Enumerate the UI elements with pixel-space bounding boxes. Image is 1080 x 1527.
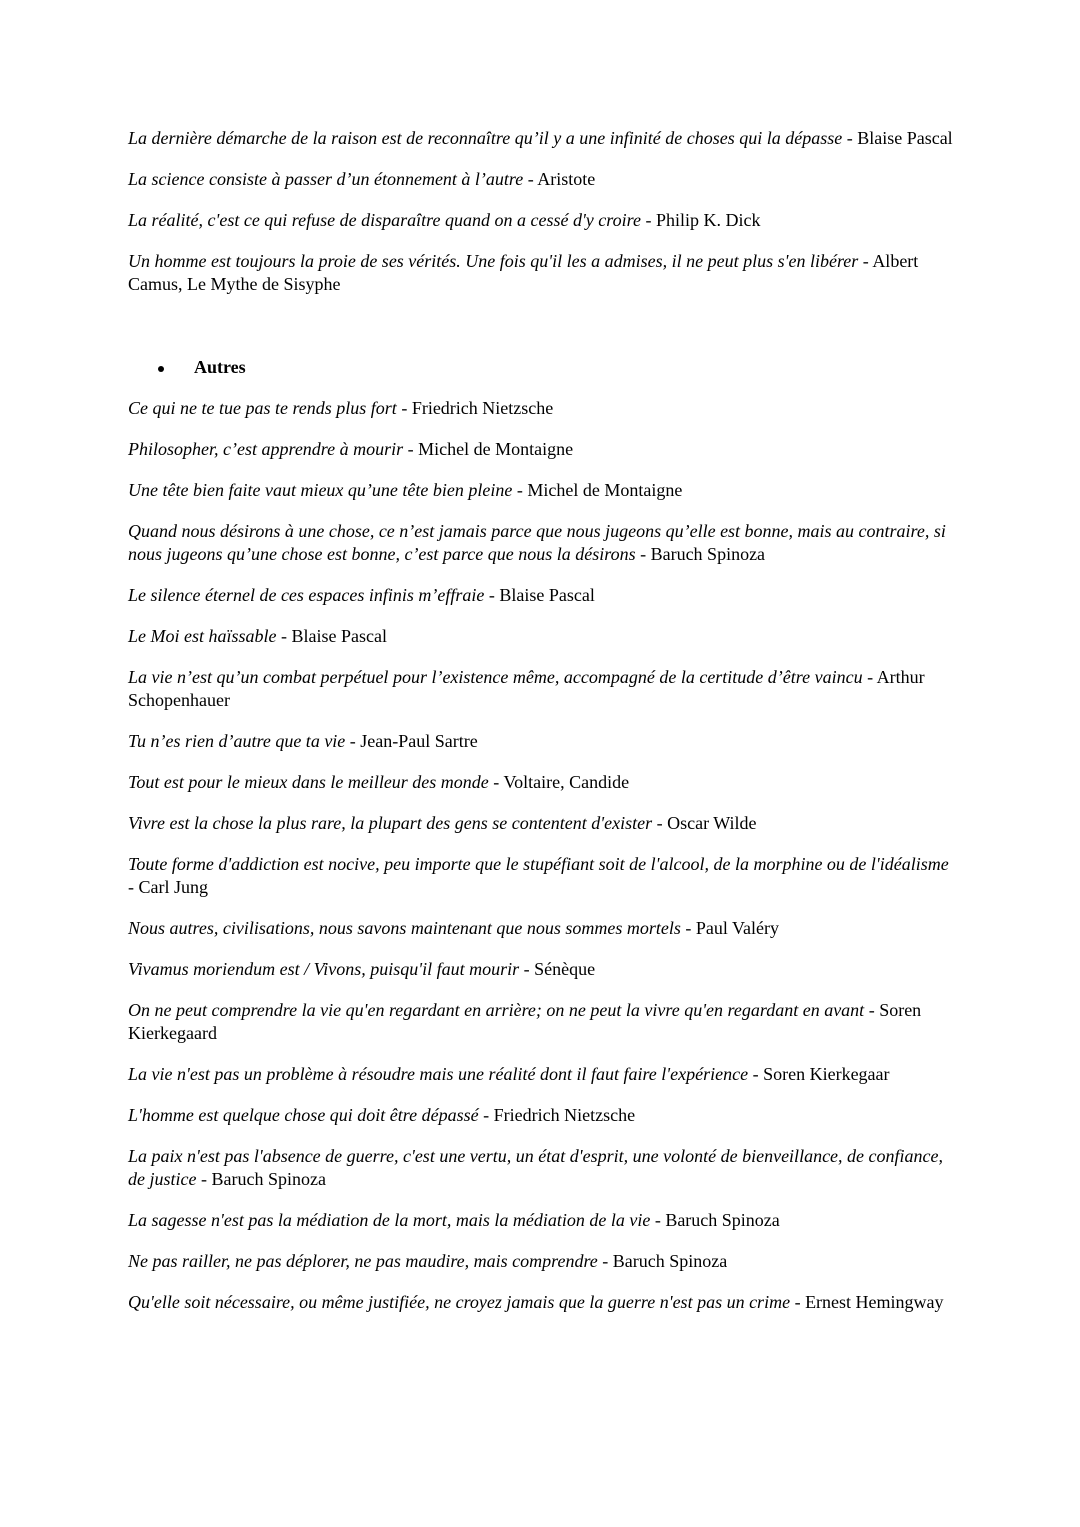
quote-author: Aristote [537, 169, 596, 189]
quote-text: Le Moi est haïssable [128, 626, 277, 646]
quote-text: Une tête bien faite vaut mieux qu’une tête bien pleine [128, 480, 513, 500]
section-heading [128, 356, 958, 379]
quote-item: La paix n'est pas l'absence de guerre, c'est une vertu, un état d'esprit, une volonté de bienveillance, de confiance, de justice - Baruch Spinoza [128, 1146, 944, 1189]
quote-item: Tu n’es rien d’autre que ta vie - Jean-Paul Sartre [128, 731, 478, 751]
quote-text: La sagesse n'est pas la médiation de la mort, mais la médiation de la vie [128, 1210, 651, 1230]
quote-author: Blaise Pascal [291, 626, 387, 646]
quote-author: Sénèque [534, 959, 596, 979]
quote-item: Vivamus moriendum est / Vivons, puisqu'il faut mourir - Sénèque [128, 959, 596, 979]
quote-item: Quand nous désirons à une chose, ce n’est jamais parce que nous jugeons qu’elle est bonne, mais au contraire, si nous jugeons qu’une chose est bonne, c’est parce que nous la désirons - Baruch Spinoza [128, 521, 946, 564]
quote-item: Une tête bien faite vaut mieux qu’une tête bien pleine - Michel de Montaigne [128, 480, 683, 500]
quote-text: Vivre est la chose la plus rare, la plupart des gens se contentent d'exister [128, 813, 653, 833]
quote-author: Blaise Pascal [857, 128, 953, 148]
quote-author: Baruch Spinoza [650, 544, 766, 564]
quote-author: Paul Valéry [695, 918, 779, 938]
document-page [128, 127, 958, 1332]
quote-item: Vivre est la chose la plus rare, la plupart des gens se contentent d'exister - Oscar Wilde [128, 813, 757, 833]
quote-author: Blaise Pascal [499, 585, 595, 605]
quote-author: Albert Camus, Le Mythe de Sisyphe [128, 251, 919, 294]
quote-text: Ce qui ne te tue pas te rends plus fort [128, 398, 397, 418]
quote-text: Vivamus moriendum est / Vivons, puisqu'il faut mourir [128, 959, 520, 979]
quote-text: Toute forme d'addiction est nocive, peu importe que le stupéfiant soit de l'alcool, de la morphine ou de l'idéalisme [128, 854, 949, 874]
quote-text: Tout est pour le mieux dans le meilleur des monde [128, 772, 489, 792]
quote-text: On ne peut comprendre la vie qu'en regardant en arrière; on ne peut la vivre qu'en regardant en avant [128, 1000, 865, 1020]
quote-item: L'homme est quelque chose qui doit être dépassé - Friedrich Nietzsche [128, 1105, 636, 1125]
quote-author: Oscar Wilde [667, 813, 757, 833]
quote-text: La science consiste à passer d’un étonnement à l’autre [128, 169, 524, 189]
quote-text: La paix n'est pas l'absence de guerre, c'est une vertu, un état d'esprit, une volonté de bienveillance, de confiance, de justice [128, 1146, 944, 1189]
section-title: Autres [194, 357, 246, 377]
quote-author: Carl Jung [138, 877, 208, 897]
bullet-icon [158, 366, 164, 372]
quotes-other-list [128, 397, 958, 1314]
quote-item: La sagesse n'est pas la médiation de la mort, mais la médiation de la vie - Baruch Spinoza [128, 1210, 780, 1230]
quote-author: Arthur Schopenhauer [128, 667, 925, 710]
quote-author: Friedrich Nietzsche [493, 1105, 636, 1125]
quote-text: Philosopher, c’est apprendre à mourir [128, 439, 404, 459]
section-spacer [128, 314, 958, 356]
quote-item: Tout est pour le mieux dans le meilleur des monde - Voltaire, Candide [128, 772, 630, 792]
quote-author: Soren Kierkegaar [763, 1064, 890, 1084]
quote-text: La vie n'est pas un problème à résoudre mais une réalité dont il faut faire l'expérience [128, 1064, 749, 1084]
quote-item: Nous autres, civilisations, nous savons maintenant que nous sommes mortels - Paul Valéry [128, 918, 779, 938]
quote-item: Philosopher, c’est apprendre à mourir - Michel de Montaigne [128, 439, 574, 459]
quote-item: Toute forme d'addiction est nocive, peu importe que le stupéfiant soit de l'alcool, de la morphine ou de l'idéalisme - Carl Jung [128, 854, 949, 897]
quote-author: Voltaire, Candide [503, 772, 630, 792]
quote-item: Un homme est toujours la proie de ses vérités. Une fois qu'il les a admises, il ne peut plus s'en libérer - Albert Camus, Le Mythe de Sisyphe [128, 251, 919, 294]
quote-item: Qu'elle soit nécessaire, ou même justifiée, ne croyez jamais que la guerre n'est pas un crime - Ernest Hemingway [128, 1292, 944, 1312]
quote-item: La dernière démarche de la raison est de reconnaître qu’il y a une infinité de choses qui la dépasse - Blaise Pascal [128, 128, 953, 148]
quote-author: Baruch Spinoza [211, 1169, 326, 1189]
quote-author: Ernest Hemingway [805, 1292, 944, 1312]
quote-item: Le silence éternel de ces espaces infinis m’effraie - Blaise Pascal [128, 585, 595, 605]
quote-author: Philip K. Dick [655, 210, 761, 230]
quote-author: Friedrich Nietzsche [411, 398, 554, 418]
quote-item: Le Moi est haïssable - Blaise Pascal [128, 626, 387, 646]
quote-author: Michel de Montaigne [527, 480, 683, 500]
quote-author: Michel de Montaigne [418, 439, 574, 459]
quote-text: La vie n’est qu’un combat perpétuel pour l’existence même, accompagné de la certitude d’être vaincu [128, 667, 863, 687]
quote-item: On ne peut comprendre la vie qu'en regardant en arrière; on ne peut la vivre qu'en regardant en avant - Soren Kierkegaard [128, 1000, 922, 1043]
quote-text: L'homme est quelque chose qui doit être dépassé [128, 1105, 479, 1125]
quote-author: Jean-Paul Sartre [360, 731, 478, 751]
quote-author: Baruch Spinoza [612, 1251, 728, 1271]
quote-text: La dernière démarche de la raison est de reconnaître qu’il y a une infinité de choses qui la dépasse [128, 128, 843, 148]
quote-author: Soren Kierkegaard [128, 1000, 922, 1043]
quote-text: Qu'elle soit nécessaire, ou même justifiée, ne croyez jamais que la guerre n'est pas un crime [128, 1292, 791, 1312]
quote-item: Ne pas railler, ne pas déplorer, ne pas maudire, mais comprendre - Baruch Spinoza [128, 1251, 728, 1271]
quote-item: Ce qui ne te tue pas te rends plus fort - Friedrich Nietzsche [128, 398, 554, 418]
quote-item: La vie n’est qu’un combat perpétuel pour l’existence même, accompagné de la certitude d’être vaincu - Arthur Schopenhauer [128, 667, 925, 710]
quote-text: Le silence éternel de ces espaces infinis m’effraie [128, 585, 485, 605]
quote-text: Nous autres, civilisations, nous savons maintenant que nous sommes mortels [128, 918, 681, 938]
quotes-top-list [128, 127, 958, 296]
quote-item: La réalité, c'est ce qui refuse de disparaître quand on a cessé d'y croire - Philip K. Dick [128, 210, 761, 230]
quote-item: La vie n'est pas un problème à résoudre mais une réalité dont il faut faire l'expérience - Soren Kierkegaar [128, 1064, 890, 1084]
quote-item: La science consiste à passer d’un étonnement à l’autre - Aristote [128, 169, 596, 189]
quote-text: Un homme est toujours la proie de ses vérités. Une fois qu'il les a admises, il ne peut plus s'en libérer [128, 251, 859, 271]
quote-text: Ne pas railler, ne pas déplorer, ne pas maudire, mais comprendre [128, 1251, 598, 1271]
quote-text: Tu n’es rien d’autre que ta vie [128, 731, 346, 751]
quote-text: Quand nous désirons à une chose, ce n’est jamais parce que nous jugeons qu’elle est bonne, mais au contraire, si nous jugeons qu’une chose est bonne, c’est parce que nous la désirons [128, 521, 946, 564]
quote-author: Baruch Spinoza [665, 1210, 780, 1230]
quote-text: La réalité, c'est ce qui refuse de disparaître quand on a cessé d'y croire [128, 210, 641, 230]
